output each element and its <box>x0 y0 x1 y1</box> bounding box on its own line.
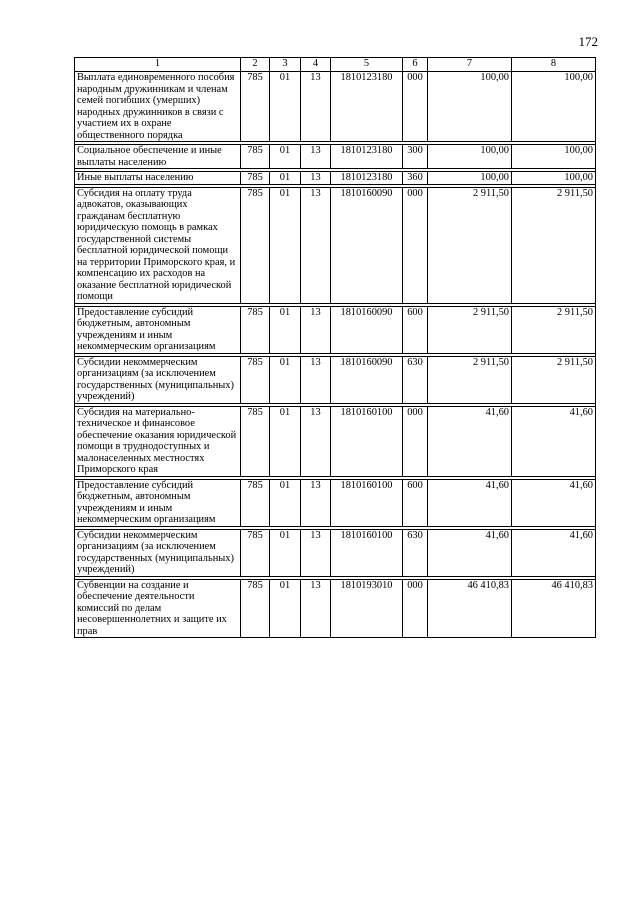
code-subsection: 13 <box>301 72 331 142</box>
row-name: Субвенции на создание и обеспечение деятельности комиссий по делам несовершеннолетних и защите их прав <box>75 579 241 638</box>
table-row <box>75 406 596 476</box>
code-section: 01 <box>270 479 301 526</box>
code-section: 01 <box>270 72 301 142</box>
code-section: 01 <box>270 579 301 638</box>
code-target: 1810160090 <box>331 187 403 303</box>
amount-col7: 2 911,50 <box>428 356 512 403</box>
code-type: 600 <box>403 306 428 353</box>
code-type: 000 <box>403 579 428 638</box>
row-name: Иные выплаты населению <box>75 172 241 185</box>
column-header: 2 <box>241 58 270 72</box>
table-row <box>75 306 596 353</box>
code-ved: 785 <box>241 306 270 353</box>
code-section: 01 <box>270 356 301 403</box>
code-section: 01 <box>270 172 301 185</box>
code-subsection: 13 <box>301 172 331 185</box>
code-subsection: 13 <box>301 145 331 169</box>
code-ved: 785 <box>241 579 270 638</box>
code-ved: 785 <box>241 356 270 403</box>
code-section: 01 <box>270 306 301 353</box>
column-header: 4 <box>301 58 331 72</box>
table-row <box>75 145 596 169</box>
table-row <box>75 172 596 185</box>
code-type: 600 <box>403 479 428 526</box>
code-target: 1810160100 <box>331 479 403 526</box>
amount-col8: 2 911,50 <box>512 306 596 353</box>
code-type: 360 <box>403 172 428 185</box>
column-header: 8 <box>512 58 596 72</box>
code-target: 1810193010 <box>331 579 403 638</box>
amount-col7: 100,00 <box>428 145 512 169</box>
amount-col7: 41,60 <box>428 529 512 576</box>
amount-col8: 100,00 <box>512 72 596 142</box>
code-type: 000 <box>403 72 428 142</box>
code-section: 01 <box>270 406 301 476</box>
table-row <box>75 187 596 303</box>
code-ved: 785 <box>241 187 270 303</box>
code-ved: 785 <box>241 529 270 576</box>
amount-col8: 100,00 <box>512 145 596 169</box>
amount-col8: 46 410,83 <box>512 579 596 638</box>
code-target: 1810160100 <box>331 406 403 476</box>
row-name: Выплата единовременного пособия народным дружинникам и членам семей погибших (умерших) народных дружинников в связи с участием их в охране общественного порядка <box>75 72 241 142</box>
code-target: 1810160100 <box>331 529 403 576</box>
code-type: 630 <box>403 356 428 403</box>
column-header: 1 <box>75 58 241 72</box>
amount-col7: 41,60 <box>428 479 512 526</box>
code-subsection: 13 <box>301 579 331 638</box>
amount-col8: 41,60 <box>512 529 596 576</box>
code-type: 300 <box>403 145 428 169</box>
code-subsection: 13 <box>301 306 331 353</box>
code-section: 01 <box>270 145 301 169</box>
code-subsection: 13 <box>301 529 331 576</box>
amount-col8: 100,00 <box>512 172 596 185</box>
amount-col7: 41,60 <box>428 406 512 476</box>
code-target: 1810123180 <box>331 145 403 169</box>
header-row <box>75 58 596 72</box>
column-header: 3 <box>270 58 301 72</box>
code-ved: 785 <box>241 145 270 169</box>
code-type: 000 <box>403 187 428 303</box>
table-row <box>75 356 596 403</box>
column-header: 6 <box>403 58 428 72</box>
row-name: Субсидии некоммерческим организациям (за исключением государственных (муниципальных) учреждений) <box>75 356 241 403</box>
code-ved: 785 <box>241 479 270 526</box>
code-ved: 785 <box>241 72 270 142</box>
code-target: 1810123180 <box>331 172 403 185</box>
code-subsection: 13 <box>301 406 331 476</box>
column-header: 7 <box>428 58 512 72</box>
row-name: Субсидия на оплату труда адвокатов, оказывающих гражданам бесплатную юридическую помощь в рамках государственной системы бесплатной юридической помощи на территории Приморского края, и компенсацию их расходов на оказание бесплатной юридической помощи <box>75 187 241 303</box>
code-target: 1810160090 <box>331 356 403 403</box>
amount-col8: 2 911,50 <box>512 187 596 303</box>
table-row <box>75 579 596 638</box>
code-subsection: 13 <box>301 479 331 526</box>
code-section: 01 <box>270 529 301 576</box>
row-name: Предоставление субсидий бюджетным, автономным учреждениям и иным некоммерческим организациям <box>75 479 241 526</box>
code-type: 630 <box>403 529 428 576</box>
row-name: Субсидия на материально-техническое и финансовое обеспечение оказания юридической помощи в труднодоступных и малонаселенных местностях Приморского края <box>75 406 241 476</box>
row-name: Субсидии некоммерческим организациям (за исключением государственных (муниципальных) учреждений) <box>75 529 241 576</box>
amount-col7: 2 911,50 <box>428 187 512 303</box>
budget-table <box>74 57 596 638</box>
code-target: 1810123180 <box>331 72 403 142</box>
table-row <box>75 72 596 142</box>
column-header: 5 <box>331 58 403 72</box>
amount-col8: 2 911,50 <box>512 356 596 403</box>
page-number: 172 <box>578 34 598 49</box>
code-target: 1810160090 <box>331 306 403 353</box>
row-name: Социальное обеспечение и иные выплаты населению <box>75 145 241 169</box>
amount-col7: 46 410,83 <box>428 579 512 638</box>
code-ved: 785 <box>241 406 270 476</box>
table-row <box>75 529 596 576</box>
code-subsection: 13 <box>301 187 331 303</box>
code-ved: 785 <box>241 172 270 185</box>
row-name: Предоставление субсидий бюджетным, автономным учреждениям и иным некоммерческим организациям <box>75 306 241 353</box>
code-type: 000 <box>403 406 428 476</box>
amount-col7: 2 911,50 <box>428 306 512 353</box>
code-subsection: 13 <box>301 356 331 403</box>
code-section: 01 <box>270 187 301 303</box>
amount-col8: 41,60 <box>512 406 596 476</box>
amount-col7: 100,00 <box>428 172 512 185</box>
amount-col7: 100,00 <box>428 72 512 142</box>
table-row <box>75 479 596 526</box>
amount-col8: 41,60 <box>512 479 596 526</box>
